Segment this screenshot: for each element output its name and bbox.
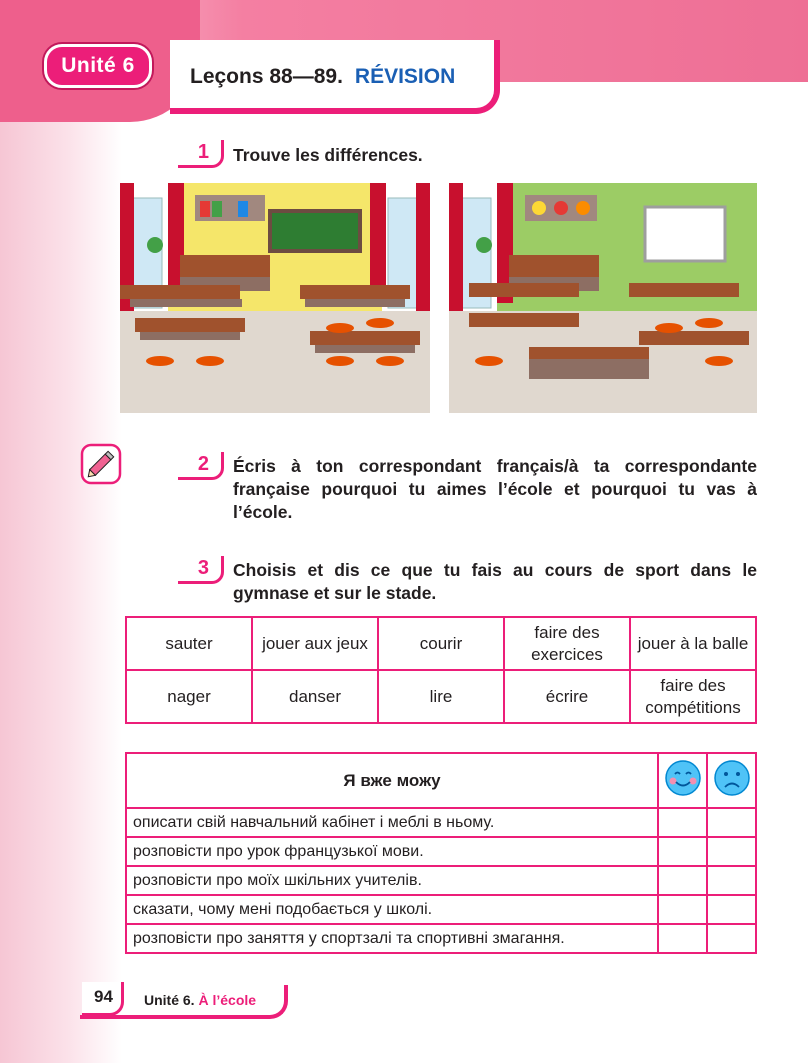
table-cell: danser — [252, 670, 378, 723]
activities-table — [125, 616, 757, 724]
table-cell: nager — [126, 670, 252, 723]
table-row — [126, 866, 756, 895]
assessment-item: сказати, чому мені подобається у школі. — [126, 895, 658, 924]
classroom-green-illustration — [449, 183, 757, 413]
sad-checkbox-cell[interactable] — [707, 837, 756, 866]
classroom-yellow-illustration — [120, 183, 430, 413]
assessment-item: розповісти про заняття у спортзалі та спортивні змагання. — [126, 924, 658, 953]
lesson-title: Leçons 88—89. — [190, 65, 343, 88]
table-cell: jouer aux jeux — [252, 617, 378, 670]
left-decorative-band — [0, 0, 122, 1063]
sad-checkbox-cell[interactable] — [707, 895, 756, 924]
footer-unit: Unité 6. — [144, 992, 195, 1008]
assessment-item: описати свій навчальний кабінет і меблі в ньому. — [126, 808, 658, 837]
sad-checkbox-cell[interactable] — [707, 808, 756, 837]
table-row — [126, 924, 756, 953]
table-cell: jouer à la balle — [630, 617, 756, 670]
lesson-subtitle: RÉVISION — [354, 65, 456, 88]
happy-column-header — [658, 753, 707, 808]
happy-checkbox-cell[interactable] — [658, 895, 707, 924]
unit-badge: Unité 6 — [44, 44, 152, 88]
table-row — [126, 808, 756, 837]
table-cell: lire — [378, 670, 504, 723]
exercise-3-text: Choisis et dis ce que tu fais au cours de sport dans le gymnase et sur le stade. — [233, 560, 757, 603]
table-row — [126, 670, 756, 723]
sad-column-header — [707, 753, 756, 808]
table-cell: sauter — [126, 617, 252, 670]
self-assessment-header: Я вже можу — [126, 753, 658, 808]
footer-unit-label — [144, 992, 256, 1008]
happy-face-icon — [663, 758, 703, 798]
exercise-2-number: 2 — [178, 452, 224, 480]
exercise-1-number: 1 — [178, 140, 224, 168]
table-cell: faire des compétitions — [630, 670, 756, 723]
pencil-icon — [80, 443, 122, 485]
table-row — [126, 895, 756, 924]
assessment-item: розповісти про урок французької мови. — [126, 837, 658, 866]
happy-checkbox-cell[interactable] — [658, 924, 707, 953]
table-header-row — [126, 753, 756, 808]
happy-checkbox-cell[interactable] — [658, 866, 707, 895]
page-title — [190, 65, 455, 89]
sad-checkbox-cell[interactable] — [707, 924, 756, 953]
page-number: 94 — [94, 987, 113, 1006]
table-cell: faire des exercices — [504, 617, 630, 670]
exercise-1-text: Trouve les différences. — [233, 145, 423, 165]
table-row — [126, 837, 756, 866]
happy-checkbox-cell[interactable] — [658, 837, 707, 866]
sad-checkbox-cell[interactable] — [707, 866, 756, 895]
table-cell: écrire — [504, 670, 630, 723]
table-row — [126, 617, 756, 670]
assessment-item: розповісти про моїх шкільних учителів. — [126, 866, 658, 895]
self-assessment-table — [125, 752, 757, 954]
exercise-3-number: 3 — [178, 556, 224, 584]
happy-checkbox-cell[interactable] — [658, 808, 707, 837]
exercise-2-text: Écris à ton correspondant français/à ta correspondante française pourquoi tu aimes l’école et pourquoi tu vas à l’école. — [233, 456, 757, 522]
sad-face-icon — [712, 758, 752, 798]
table-cell: courir — [378, 617, 504, 670]
footer-topic: À l’école — [198, 992, 257, 1008]
